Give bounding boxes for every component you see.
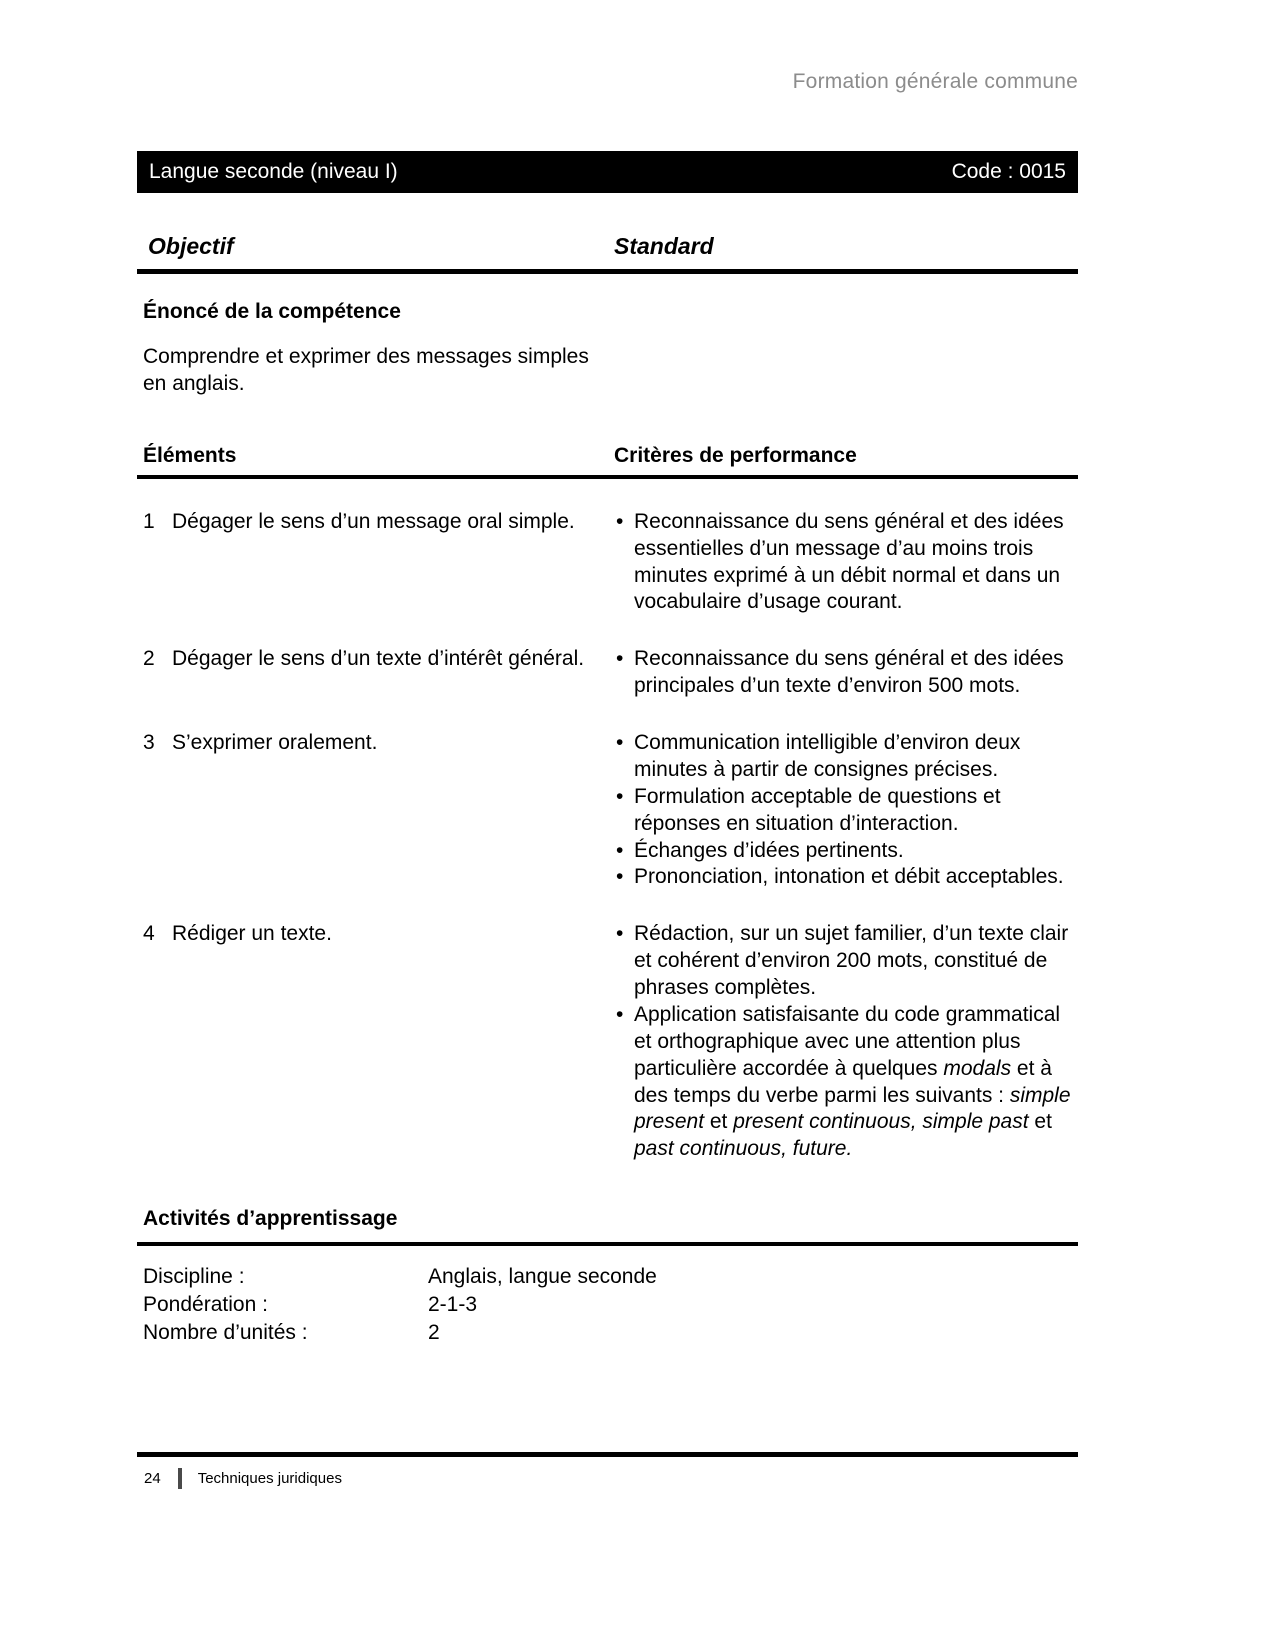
element-row [137,509,1078,617]
criteria-cell [614,921,1078,1163]
element-number: 3 [143,731,155,754]
bullet-icon: • [616,922,624,946]
element-label: S’exprimer oralement. [172,731,378,754]
criterion-text: Application satisfaisante du code grammatical et orthographique avec une attention plus particulière accordée à quelques modals et à des temps du verbe parmi les suivants : simple present et present continuous, simple past et past continuous, future. [634,1002,1071,1161]
footer-section-label: Techniques juridiques [197,1470,342,1487]
element-cell [137,646,614,700]
activity-row [143,1319,1078,1347]
elements-table [137,509,1078,1163]
element-cell [137,921,614,1163]
criterion-item [614,784,1078,838]
criterion-text: Rédaction, sur un sujet familier, d’un texte clair et cohérent d’environ 200 mots, constitué de phrases complètes. [634,922,1069,999]
activites-table [137,1263,1078,1346]
activites-heading: Activités d’apprentissage [137,1207,1078,1246]
activity-label: Pondération : [143,1292,268,1316]
activity-label: Discipline : [143,1265,245,1289]
criterion-text: Échanges d’idées pertinents. [634,838,904,862]
element-row [137,921,1078,1163]
course-title-bar [137,151,1078,193]
element-row [137,646,1078,700]
element-cell [137,730,614,891]
activity-value: 2-1-3 [428,1292,478,1316]
criteria-cell [614,646,1078,700]
activity-row [143,1291,1078,1319]
bullet-icon: • [616,647,624,671]
element-number: 2 [143,647,155,671]
course-title: Langue seconde (niveau I) [149,160,398,183]
criterion-text: Communication intelligible d’environ deux minutes à partir de consignes précises. [634,731,1021,781]
criterion-item [614,838,1078,865]
bullet-icon: • [616,784,624,808]
bullet-icon: • [616,838,624,862]
objectif-standard-heading-row [137,233,1078,274]
bullet-icon: • [616,1002,624,1026]
bullet-icon: • [616,509,624,533]
element-cell [137,509,614,617]
page-number: 24 [144,1470,161,1487]
criterion-item [614,921,1078,1002]
element-number: 4 [143,922,155,946]
element-row [137,730,1078,891]
running-header: Formation générale commune [792,70,1078,93]
element-label: Rédiger un texte. [172,922,332,946]
criteria-cell [614,509,1078,617]
objectif-heading: Objectif [148,233,234,259]
criterion-text: Prononciation, intonation et débit acceptables. [634,865,1064,889]
activity-label: Nombre d’unités : [143,1320,308,1344]
footer-divider [178,1468,182,1489]
standard-heading: Standard [614,233,714,259]
criteria-cell [614,730,1078,891]
elements-criteres-heading-row [137,444,1078,479]
bullet-icon: • [616,731,624,754]
element-label: Dégager le sens d’un message oral simple. [172,509,575,533]
criterion-item [614,646,1078,700]
activity-row [143,1263,1078,1291]
criterion-text: Formulation acceptable de questions et réponses en situation d’interaction. [634,784,1001,835]
element-label: Dégager le sens d’un texte d’intérêt général. [172,647,585,671]
footer-row [137,1468,1078,1489]
enonce-heading: Énoncé de la compétence [143,300,401,323]
enonce-text: Comprendre et exprimer des messages simples en anglais. [143,345,589,395]
criterion-item [614,1002,1078,1163]
bullet-icon: • [616,865,624,889]
course-code: Code : 0015 [951,160,1066,183]
criterion-item [614,864,1078,891]
criterion-item [614,509,1078,617]
elements-heading: Éléments [143,443,237,467]
criteres-heading: Critères de performance [614,443,857,467]
criterion-text: Reconnaissance du sens général et des idées essentielles d’un message d’au moins trois minutes exprimé à un débit normal et dans un vocabulaire d’usage courant. [634,509,1064,614]
criterion-text: Reconnaissance du sens général et des idées principales d’un texte d’environ 500 mots. [634,647,1064,698]
criterion-item [614,730,1078,784]
activity-value: 2 [428,1320,440,1344]
page-footer [137,1452,1078,1489]
element-number: 1 [143,509,155,533]
activity-value: Anglais, langue seconde [428,1265,657,1289]
